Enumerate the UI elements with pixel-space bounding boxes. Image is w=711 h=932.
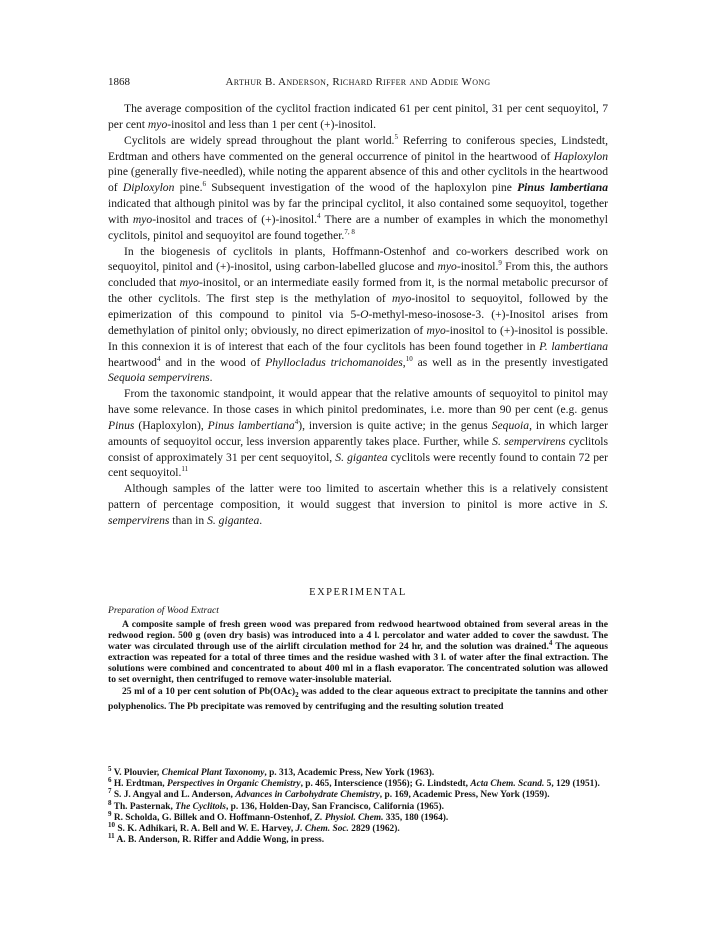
experimental-text	[108, 619, 608, 712]
running-header	[108, 76, 608, 90]
running-header-authors: Arthur B. Anderson, Richard Riffer and Addie Wong	[225, 76, 491, 88]
reference-item: $^5$ V. Plouvier, Chemical Plant Taxonomy, p. 313, Academic Press, New York (1963).	[108, 764, 435, 778]
paragraph-wood-extract: A composite sample of fresh green wood was prepared from redwood heartwood obtained from several areas in the redwood region. 500 g (oven dry basis) was introduced into a 4 l. percolator and water added to cover the sawdust. The water was circulated through use of the airlift circulation method for 24 hr, and the solution was drained.$^4$ The aqueous extraction was repeated for a total of three times and the residue washed with 3 l. of water after the final extraction. The solutions were combined and concentrated to about 400 ml in a flash evaporator. The concentrated solution was allowed to set overnight, then centrifuged to remove water-insoluble material.	[108, 619, 608, 686]
subsection-heading: Preparation of Wood Extract	[108, 605, 219, 616]
reference-item: $^8$ Th. Pasternak, The Cyclitols, p. 136, Holden-Day, San Francisco, California (1965).	[108, 798, 444, 812]
paragraph-taxonomy: From the taxonomic standpoint, it would appear that the relative amounts of sequoyitol to pinitol may have some relevance. In those cases in which pinitol predominates, i.e. more than 90 per cent (e.g. genus Pinus (Haploxylon), Pinus lambertiana$^4$), inversion is quite active; in the genus Sequoia, in which larger amounts of sequoyitol occur, less inversion apparently takes place. Further, while S. sempervirens cyclitols consist of approximately 31 per cent sequoyitol, S. gigantea cyclitols were recently found to contain 72 per cent sequoyitol.$^{11}$	[108, 387, 609, 480]
reference-item: $^7$ S. J. Angyal and L. Anderson, Advances in Carbohydrate Chemistry, p. 169, Academic Press, New York (1959).	[108, 787, 550, 801]
reference-item: $^{11}$ A. B. Anderson, R. Riffer and Addie Wong, in press.	[108, 832, 325, 846]
reference-item: $^{10}$ S. K. Adhikari, R. A. Bell and W. E. Harvey, J. Chem. Soc. 2829 (1962).	[108, 820, 400, 835]
reference-item: $^9$ R. Scholda, G. Billek and O. Hoffmann-Ostenhof, Z. Physiol. Chem. 335, 180 (1964).	[108, 809, 449, 823]
paragraph-biogenesis: In the biogenesis of cyclitols in plants, Hoffmann-Ostenhof and co-workers described work on sequoyitol, pinitol and (+)-inositol, using carbon-labelled glucose and myo-inositol.$^9$ From this, the authors concluded that myo-inositol, or an intermediate easily formed from it, is the normal metabolic precursor of the other cyclitols. The first step is the methylation of myo-inositol to sequoyitol, followed by the epimerization of this compound to pinitol via 5-O-methyl-meso-inosose-3. (+)-Inositol arises from demethylation of pinitol only; obviously, no direct epimerization of myo-inositol to (+)-inositol is possible. In this connexion it is of interest that each of the four cyclitols has been found together in P. lambertiana heartwood$^4$ and in the wood of Phyllocladus trichomanoides,$^{10}$ as well as in the presently investigated Sequoia sempervirens.	[108, 244, 609, 385]
paragraph-conclusion: Although samples of the latter were too limited to ascertain whether this is a relatively consistent pattern of percentage composition, it would suggest that inversion to pinitol is more active in S. sempervirens than in S. gigantea.	[108, 482, 608, 527]
main-text	[108, 101, 608, 529]
section-heading-experimental: EXPERIMENTAL	[309, 587, 407, 598]
reference-item: $^6$ H. Erdtman, Perspectives in Organic Chemistry, p. 465, Interscience (1956); G. Lindstedt, Acta Chem. Scand. 5, 129 (1951).	[108, 776, 600, 790]
footnote-references	[108, 764, 608, 846]
page-number: 1868	[108, 76, 130, 88]
paragraph-distribution: Cyclitols are widely spread throughout the plant world.$^5$ Referring to coniferous species, Lindstedt, Erdtman and others have commented on the general occurrence of pinitol in the heartwood of Haploxylon pine (generally five-needled), while noting the apparent absence of this and other cyclitols in the heartwood of Diploxylon pine.$^6$ Subsequent investigation of the wood of the haploxylon pine Pinus lambertiana indicated that although pinitol was by far the principal cyclitol, it also contained some sequoyitol, together with myo-inositol and traces of (+)-inositol.$^4$ There are a number of examples in which the monomethyl cyclitols, pinitol and sequoyitol are found together.$^{7, 8}$	[108, 132, 609, 242]
paragraph-composition: The average composition of the cyclitol fraction indicated 61 per cent pinitol, 31 per cent sequoyitol, 7 per cent myo-inositol and less than 1 per cent (+)-inositol.	[108, 102, 608, 131]
paragraph-lead-acetate: 25 ml of a 10 per cent solution of $Pb(OAc)_2$ was added to the clear aqueous extract to precipitate the tannins and other polyphenolics. The Pb precipitate was removed by centrifuging and the resulting solution treated	[108, 685, 608, 712]
